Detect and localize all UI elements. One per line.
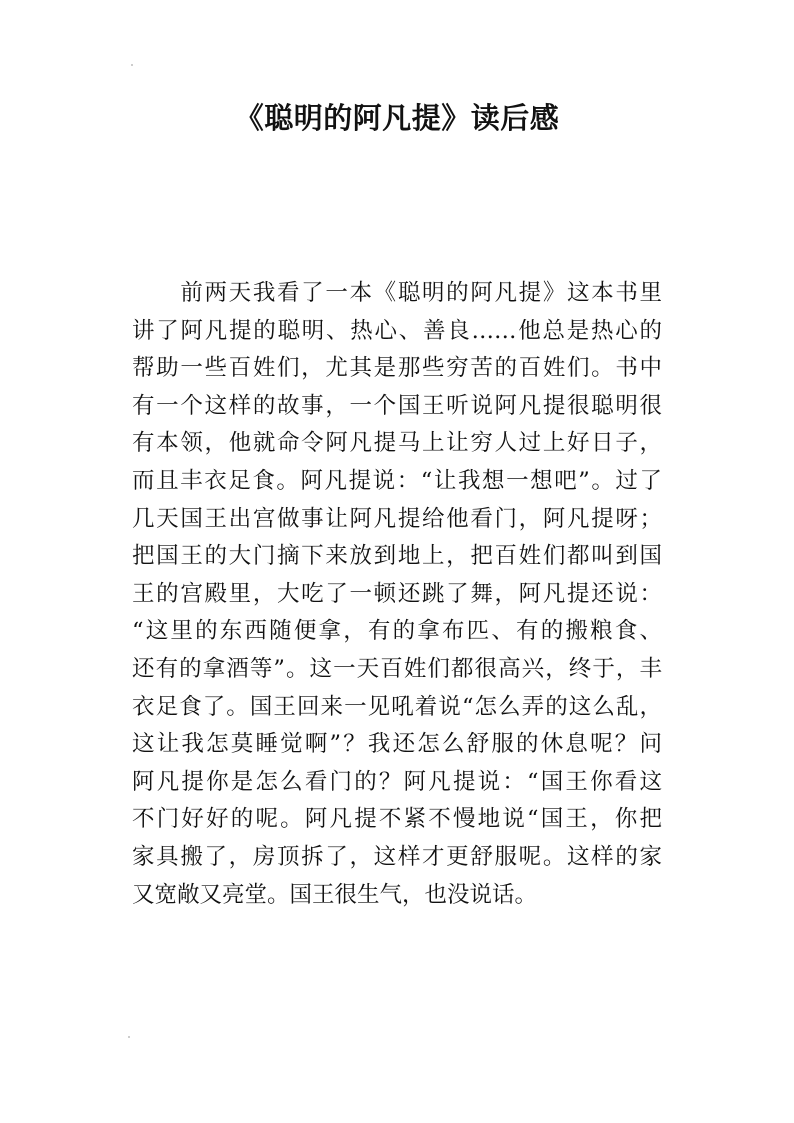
body-line: 几天国王出宫做事让阿凡提给他看门，阿凡提呀； (132, 505, 662, 532)
document-title: 《聪明的阿凡提》读后感 (234, 101, 560, 135)
body-line: 王的宫殿里，大吃了一顿还跳了舞，阿凡提还说： (132, 580, 662, 607)
body-line: 又宽敞又亮堂。国王很生气，也没说话。 (132, 881, 538, 908)
body-line: 讲了阿凡提的聪明、热心、善良……他总是热心的 (132, 317, 662, 344)
body-line: 阿凡提你是怎么看门的？阿凡提说：“国王你看这 (132, 768, 662, 795)
body-line: 把国王的大门摘下来放到地上，把百姓们都叫到国 (132, 543, 662, 570)
body-line: “这里的东西随便拿，有的拿布匹、有的搬粮食、 (132, 618, 662, 645)
body-line: 还有的拿酒等”。这一天百姓们都很高兴，终于，丰 (132, 655, 662, 682)
document-body (132, 275, 662, 914)
scan-speck (128, 1036, 130, 1038)
body-line: 帮助一些百姓们，尤其是那些穷苦的百姓们。书中 (132, 355, 662, 382)
body-line: 衣足食了。国王回来一见吼着说“怎么弄的这么乱， (132, 693, 662, 720)
body-line: 而且丰衣足食。阿凡提说：“让我想一想吧”。过了 (132, 467, 662, 494)
body-line: 家具搬了，房顶拆了，这样才更舒服呢。这样的家 (132, 843, 662, 870)
scan-speck (131, 64, 133, 66)
body-line: 前两天我看了一本《聪明的阿凡提》这本书里 (132, 280, 662, 306)
body-line: 这让我怎莫睡觉啊”？我还怎么舒服的休息呢？问 (132, 731, 662, 758)
body-line: 有本领，他就命令阿凡提马上让穷人过上好日子， (132, 430, 662, 457)
body-line: 有一个这样的故事，一个国王听说阿凡提很聪明很 (132, 392, 662, 419)
body-line: 不门好好的呢。阿凡提不紧不慢地说“国王，你把 (132, 806, 662, 833)
